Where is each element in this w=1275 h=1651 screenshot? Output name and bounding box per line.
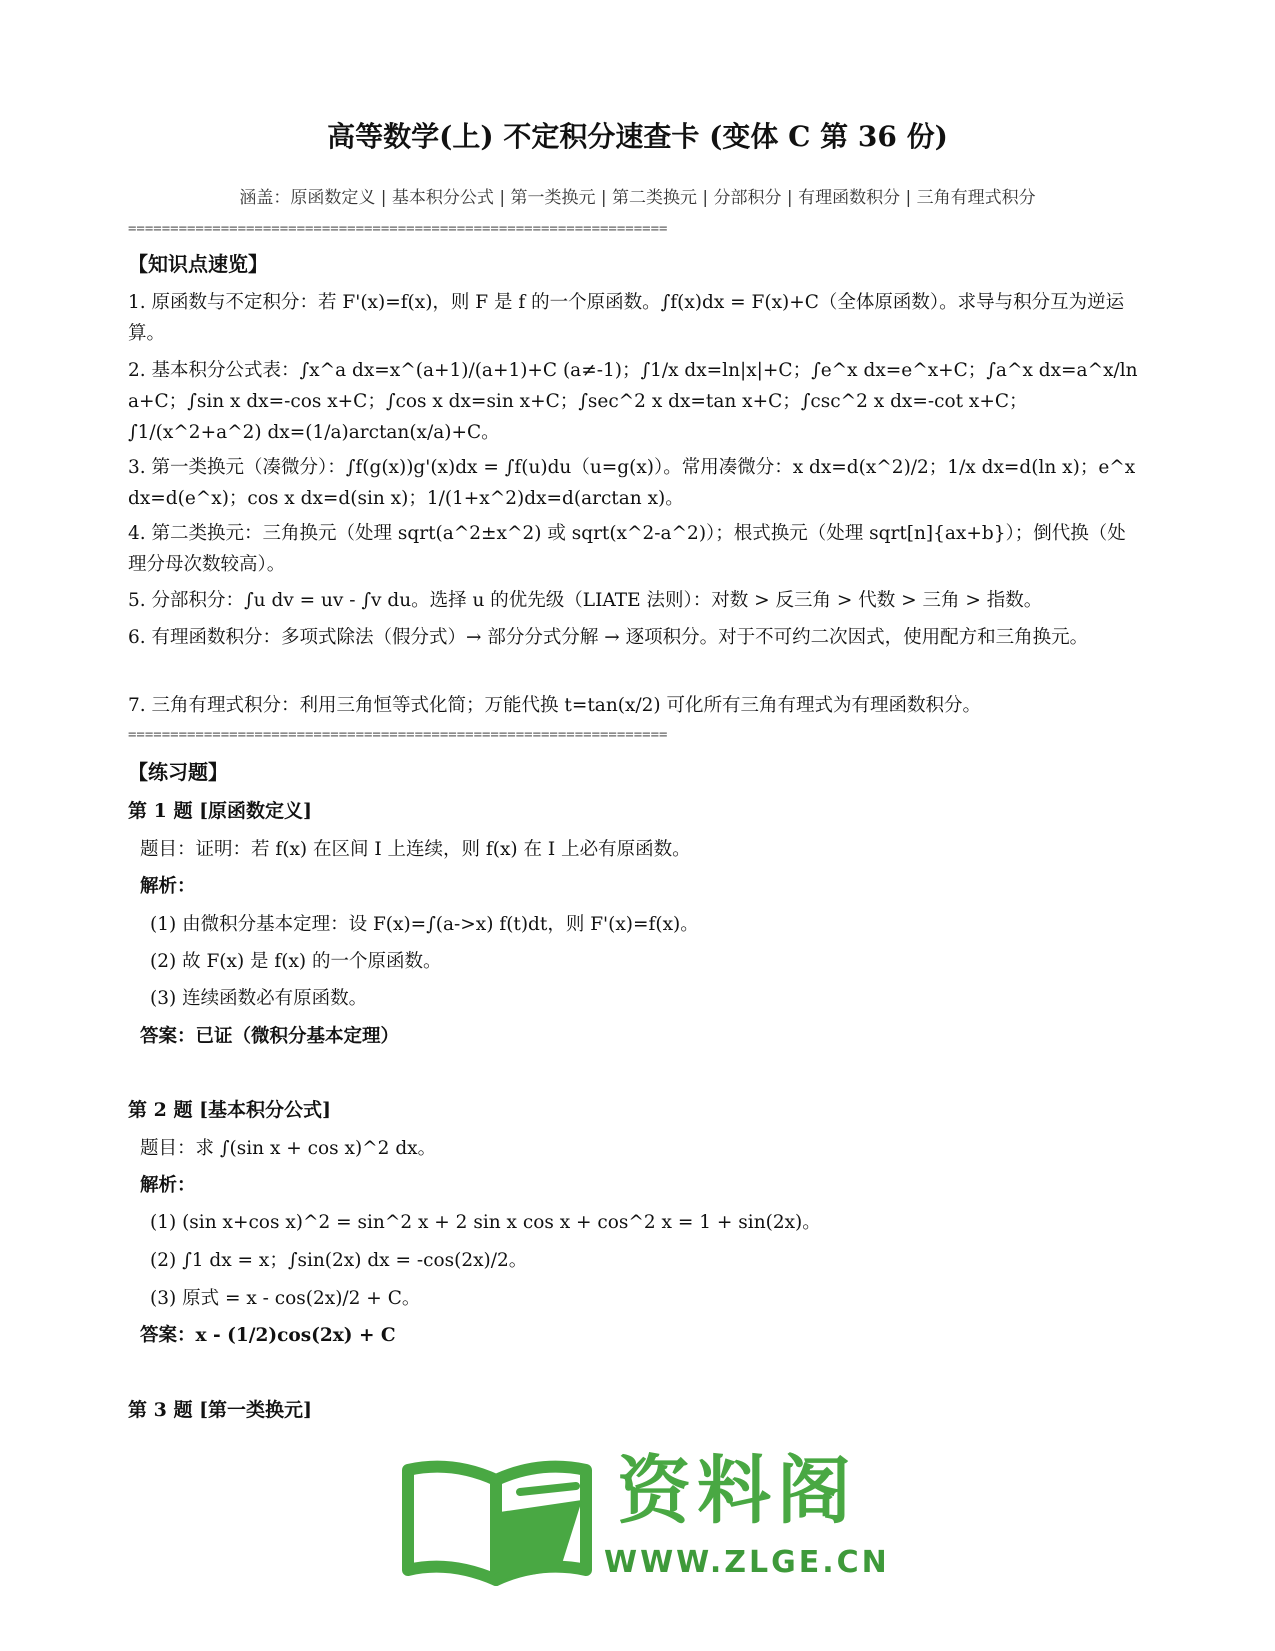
question-text: 题目：求 ∫(sin x + cos x)^2 dx。 [140, 1138, 437, 1159]
solution-step: (1) 由微积分基本定理：设 F(x)=∫(a->x) f(t)dt，则 F'(x)=f(x)。 [150, 914, 699, 935]
analysis-label: 解析： [140, 876, 196, 897]
practice-heading: 【练习题】 [128, 760, 228, 784]
solution-step: (3) 原式 = x - cos(2x)/2 + C。 [150, 1288, 421, 1309]
solution-step: (3) 连续函数必有原函数。 [150, 988, 368, 1009]
knowledge-item: 1. 原函数与不定积分：若 F'(x)=f(x)，则 F 是 f 的一个原函数。∫f(x)dx = F(x)+C（全体原函数）。求导与积分互为逆运算。 [128, 292, 1125, 344]
page-subtitle: 涵盖：原函数定义 | 基本积分公式 | 第一类换元 | 第二类换元 | 分部积分 | 有理函数积分 | 三角有理式积分 [239, 188, 1036, 208]
knowledge-item: 6. 有理函数积分：多项式除法（假分式）→ 部分分式分解 → 逐项积分。对于不可约二次因式，使用配方和三角换元。 [128, 627, 1089, 648]
divider-rule: ================================================================ [128, 728, 668, 742]
watermark-name: 资料阁 [617, 1448, 857, 1534]
watermark-url: WWW.ZLGE.CN [604, 1545, 890, 1580]
knowledge-item: 4. 第二类换元：三角换元（处理 sqrt(a^2±x^2) 或 sqrt(x^2-a^2)）；根式换元（处理 sqrt[n]{ax+b}）；倒代换（处理分母次数较高）。 [128, 523, 1126, 575]
knowledge-heading: 【知识点速览】 [128, 252, 268, 276]
question-text: 题目：证明：若 f(x) 在区间 I 上连续，则 f(x) 在 I 上必有原函数。 [140, 839, 691, 860]
answer-line: 答案：已证（微积分基本定理） [140, 1026, 400, 1047]
knowledge-item: 2. 基本积分公式表：∫x^a dx=x^(a+1)/(a+1)+C (a≠-1)；∫1/x dx=ln|x|+C；∫e^x dx=e^x+C；∫a^x dx=a^x/ln a+C；∫sin x dx=-cos x+C；∫cos x dx=sin x+C；∫sec^2 x dx=tan x+C；∫csc^2 x dx=-cot x+C；∫1/(x^2+a^2) dx=(1/a)arctan(x/a)+C。 [128, 360, 1138, 443]
question-title: 第 1 题 [原函数定义] [128, 800, 313, 822]
analysis-label: 解析： [140, 1175, 196, 1196]
question-title: 第 2 题 [基本积分公式] [128, 1099, 332, 1121]
question-title: 第 3 题 [第一类换元] [128, 1399, 313, 1421]
knowledge-item: 7. 三角有理式积分：利用三角恒等式化简；万能代换 t=tan(x/2) 可化所有三角有理式为有理函数积分。 [128, 695, 981, 716]
answer-line: 答案：x - (1/2)cos(2x) + C [140, 1325, 396, 1346]
solution-step: (2) 故 F(x) 是 f(x) 的一个原函数。 [150, 951, 442, 972]
knowledge-item: 3. 第一类换元（凑微分）：∫f(g(x))g'(x)dx = ∫f(u)du（u=g(x)）。常用凑微分：x dx=d(x^2)/2；1/x dx=d(ln x)；e^x dx=d(e^x)；cos x dx=d(sin x)；1/(1+x^2)dx=d(arctan x)。 [128, 457, 1136, 509]
page-title: 高等数学(上) 不定积分速查卡 (变体 C 第 36 份) [327, 120, 948, 153]
solution-step: (2) ∫1 dx = x；∫sin(2x) dx = -cos(2x)/2。 [150, 1250, 528, 1271]
divider-rule: ================================================================ [128, 222, 668, 236]
knowledge-item: 5. 分部积分：∫u dv = uv - ∫v du。选择 u 的优先级（LIATE 法则）：对数 > 反三角 > 代数 > 三角 > 指数。 [128, 590, 1043, 611]
solution-step: (1) (sin x+cos x)^2 = sin^2 x + 2 sin x cos x + cos^2 x = 1 + sin(2x)。 [150, 1212, 821, 1233]
